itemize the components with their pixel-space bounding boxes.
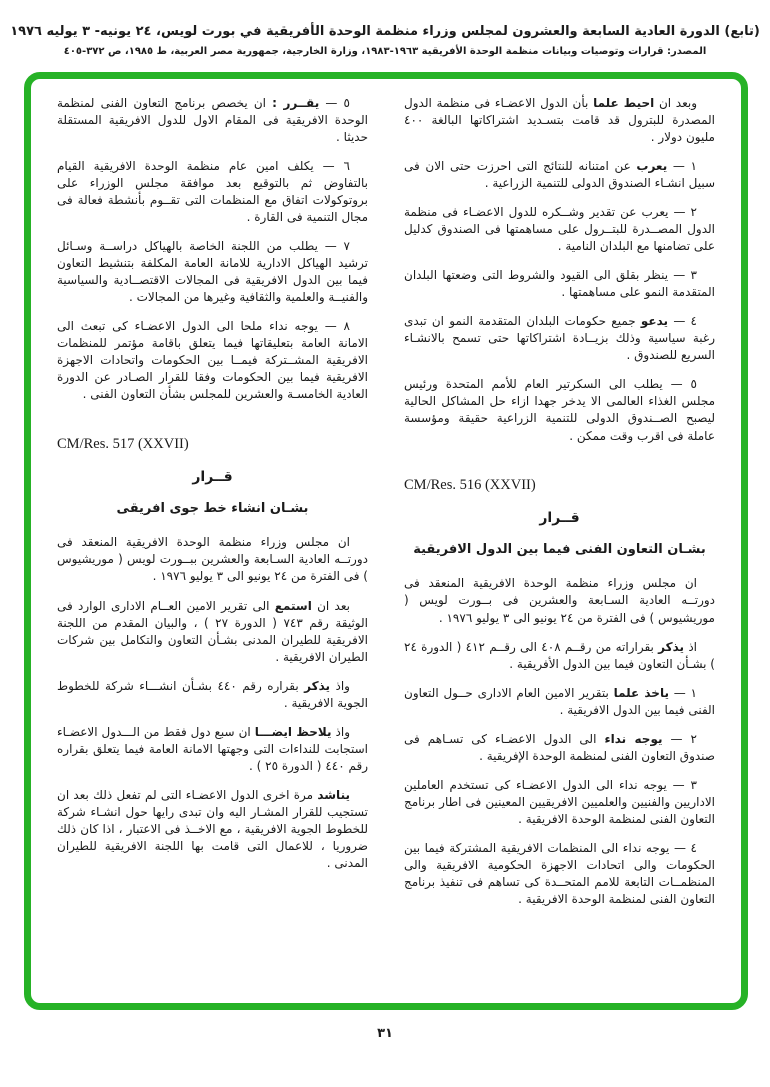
paragraph: [57, 598, 368, 666]
paragraph: [57, 318, 368, 403]
paragraph: [404, 95, 715, 146]
paragraph: [404, 777, 715, 828]
paragraph-text: الى الدول الاعضـاء كى تسـاهم فى صندوق التعاون الفنى لمنظمة الوحدة الإفريقية .: [404, 731, 715, 763]
resolution-heading: قــرار: [539, 510, 580, 527]
session-title: (تابع) الدورة العادية السابعة والعشرون لمجلس وزراء منظمة الوحدة الأفريقية في بورت لويس، ٢٤ يونيه- ٣ يوليه ١٩٧٦: [10, 24, 760, 39]
column-left: [57, 95, 368, 993]
paragraph-text: ٣ — ينظر بقلق الى القيود والشروط التى وضعتها البلدان المتقدمة النمو على مساهمتها .: [404, 268, 715, 300]
paragraph-lead: يدعو: [640, 314, 669, 329]
paragraph-lead: يلاحظ ايضـــا: [254, 724, 332, 739]
paragraph: [57, 534, 368, 585]
page-number: ٣١: [377, 1026, 393, 1041]
paragraph-lead: يوجه نداء: [604, 731, 663, 746]
paragraph-text: بتقرير الامين العام الادارى حــول التعاون الفنى فيما بين الدول الافريقية .: [404, 685, 715, 717]
paragraph-pre: واذ: [335, 678, 350, 693]
resolution-subject: بشـان انشاء خط جوى افريقى: [116, 500, 309, 516]
paragraph: [404, 313, 715, 364]
paragraph-lead: يذكر: [658, 639, 685, 654]
paragraph: [57, 238, 368, 306]
paragraph-pre: بعد ان: [317, 598, 350, 613]
page-header: [0, 0, 770, 57]
paragraph-text: جميع حكومات البلدان المتقدمة النمو ان تبدى رغبة سياسية وذلك بزيــادة اشتراكاتها حتى تسمح بالانشـاء السريع للصندوق .: [404, 314, 715, 363]
paragraph-pre: ١ —: [672, 159, 697, 174]
paragraph-text: ان مجلس وزراء منظمة الوحدة الافريقية المنعقد فى دورتــه العادية السـابعة والعشرين ببــورت لويس ( موريشيوس ) فى الفترة من ٢٤ يونيو الى ٣ يوليو ١٩٧٦ .: [57, 535, 368, 584]
paragraph-lead: يعرب: [636, 159, 668, 174]
paragraph-text: ٥ — يطلب الى السكرتير العام للأمم المتحدة ورئيس مجلس الغذاء العالمى الا يدخر جهدا ازاء حل المشاكل الحالية ليصبح الصــندوق الدولى للتنمية الزراعية حقيقة ومؤسسة عاملة فى اقرب وقت ممكن .: [404, 377, 715, 443]
paragraph-text: بقراراته من رقــم ٤٠٨ الى رقــم ٤١٢ ( الدورة ٢٤ ) بشـأن التعاون فيما بين الدول الأفريقية .: [404, 639, 715, 671]
paragraph-text: ان مجلس وزراء منظمة الوحدة الافريقية المنعقد فى دورتــه العادية السـابعة والعشرين فى بــورت لويس ( موريشيوس ) فى الفترة من ٢٤ يونيو الى ٣ يوليو ١٩٧٦ .: [404, 576, 715, 625]
paragraph: [57, 678, 368, 712]
resolution-code: CM/Res. 516 (XXVII): [404, 476, 536, 493]
paragraph-pre: ٥ —: [325, 96, 350, 110]
paragraph-text: بأن الدول الاعضـاء فى منظمة الدول المصدرة للبترول قد قامت بتسـديد اشتراكاتها البالغة ٤٠٠ مليون دولار .: [404, 96, 715, 145]
resolution-heading: قــرار: [192, 469, 233, 486]
paragraph: [404, 575, 715, 626]
paragraph-pre: ١ —: [673, 685, 697, 700]
paragraph: [404, 685, 715, 719]
paragraph-text: ٤ — يوجه نداء الى المنظمات الافريقية المشتركة فيما بين الحكومات والى اتحادات الاجهزة الحكومية الافريقية والى المنظمــات التابعة للامم المتحــدة كى تساهم فى تنفيذ برنامج التعاون الفنى لمنظمة الوحدة الافريقية .: [404, 840, 715, 906]
paragraph-text: ٧ — يطلب من اللجنة الخاصة بالهياكل دراســة وسـائل ترشيد الهياكل الادارية للامانة العامة المكلفة بتنشيط التعاون فيما بين الدول الافريقية فى المجالات الاقتصــادية والسياسية والفنيــة والعلمية والثقافية وغيرها من المجالات .: [57, 239, 368, 305]
paragraph-lead: استمع: [274, 598, 312, 613]
paragraph-pre: اذ: [688, 639, 697, 654]
two-column-layout: [57, 95, 715, 993]
paragraph-pre: ٢ —: [670, 731, 697, 746]
paragraph-text: ٢ — يعرب عن تقدير وشــكره للدول الاعضـاء فى منظمة الدول المصــدرة للبتــرول على مساهمتها فى الصندوق كدليل على تضامنها مع البلدان النامية .: [404, 205, 715, 254]
paragraph: [404, 158, 715, 192]
paragraph-lead: يقــرر :: [272, 96, 320, 110]
paragraph-text: الى تقرير الامين العــام الادارى الوارد فى الوثيقة رقم ٧٤٣ ( الدورة ٢٧ ) ، والبيان المقدم من اللجنة الافريقية للطيران المدنى بشـأن التعاون والتكامل بين شركات الطيران الافريقية .: [57, 598, 368, 664]
paragraph-text: ٦ — يكلف امين عام منظمة الوحدة الافريقية القيام بالتفاوض ثم بالتوقيع بعد موافقة مجلس الوزراء على بروتوكولات اتفاق مع المنظمات التى تقــوم بأنشطة فعالة فى مجال التنمية فى القارة .: [57, 159, 368, 225]
paragraph-lead: يناشد: [317, 787, 350, 802]
paragraph: [57, 95, 368, 146]
paragraph: [57, 158, 368, 226]
paragraph: [404, 731, 715, 765]
paragraph: [57, 724, 368, 775]
paragraph: [404, 204, 715, 255]
paragraph-text: عن امتنانه للنتائج التى احرزت حتى الان فى سبيل انشـاء الصندوق الدولى للتنمية الزراعية .: [404, 159, 715, 191]
paragraph-lead: ياخذ علما: [613, 685, 669, 700]
paragraph: [404, 376, 715, 444]
paragraph-text: مرة اخرى الدول الاعضـاء التى لم تفعل ذلك بعد ان تستجيب للقرار المشـار اليه وان تبدى رايها حول انشـاء شركة للخطوط الجوية الافريقية ، مع الاخــذ فى الاعتبار ، اذا كان ذلك ضروريا ، للاعمال التى قامت بها اللجنة الافريقية للطيران المدنى .: [57, 787, 368, 870]
resolution-subject: بشـان التعاون الفنى فيما بين الدول الافريقية: [413, 541, 706, 557]
paragraph-text: ان يخصص برنامج التعاون الفنى لمنظمة الوحدة الافريقية فى المقام الاول للدول الافريقية المستقلة حديثا .: [57, 96, 368, 145]
paragraph: [404, 840, 715, 908]
paragraph-text: ٣ — يوجه نداء الى الدول الاعضـاء كى تستخدم العاملين الاداريين والفنيين والعلميين الافريقيين المعينين فى اطار برنامج التعاون الفنى لمنظمة الوحدة الافريقية .: [404, 777, 715, 826]
paragraph-lead: احيط علما: [593, 96, 655, 110]
paragraph: [57, 787, 368, 872]
resolution-code: CM/Res. 517 (XXVII): [57, 435, 189, 452]
paragraph-pre: وبعد ان: [658, 96, 697, 110]
column-right: [404, 95, 715, 993]
paragraph-pre: ٤ —: [673, 314, 697, 329]
paragraph-pre: واذ: [335, 724, 350, 739]
paragraph: [404, 639, 715, 673]
paragraph-text: ٨ — يوجه نداء ملحا الى الدول الاعضـاء كى تبعث الى الامانة العامة بتعليقاتها فيما يتعلق باقامة مؤتمر للمنظمات الافريقية المشــتركة فيمــا بين الحكومات واتحادات الاجهزة الافريقية فيما بين الحكومات وفقا للقرار الصـادر عن الدورة العادية الخامسـة والعشرين للمجلس بشأن التعاون الفنى .: [57, 319, 368, 402]
paragraph: [404, 267, 715, 301]
source-citation: المصدر: قرارات وتوصيات وبيانات منظمة الوحدة الأفريقية ١٩٦٣-١٩٨٣، وزارة الخارجية، جمهورية مصر العربية، ط ١٩٨٥، ص ٣٧٢-٤٠٥: [63, 46, 707, 57]
paragraph-text: ان سبع دول فقط من الـــدول الاعضـاء استجابت للنداءات التى وجهتها الامانة العامة فيما يتعلق بقراره رقم ٤٤٠ ( الدورة ٢٥ ) .: [57, 724, 368, 773]
green-border-frame: [24, 72, 748, 1010]
paragraph-text: بقراره رقم ٤٤٠ بشـأن انشـــاء شركة للخطوط الجوية الافريقية .: [57, 678, 368, 710]
paragraph-lead: يذكر: [304, 678, 331, 693]
